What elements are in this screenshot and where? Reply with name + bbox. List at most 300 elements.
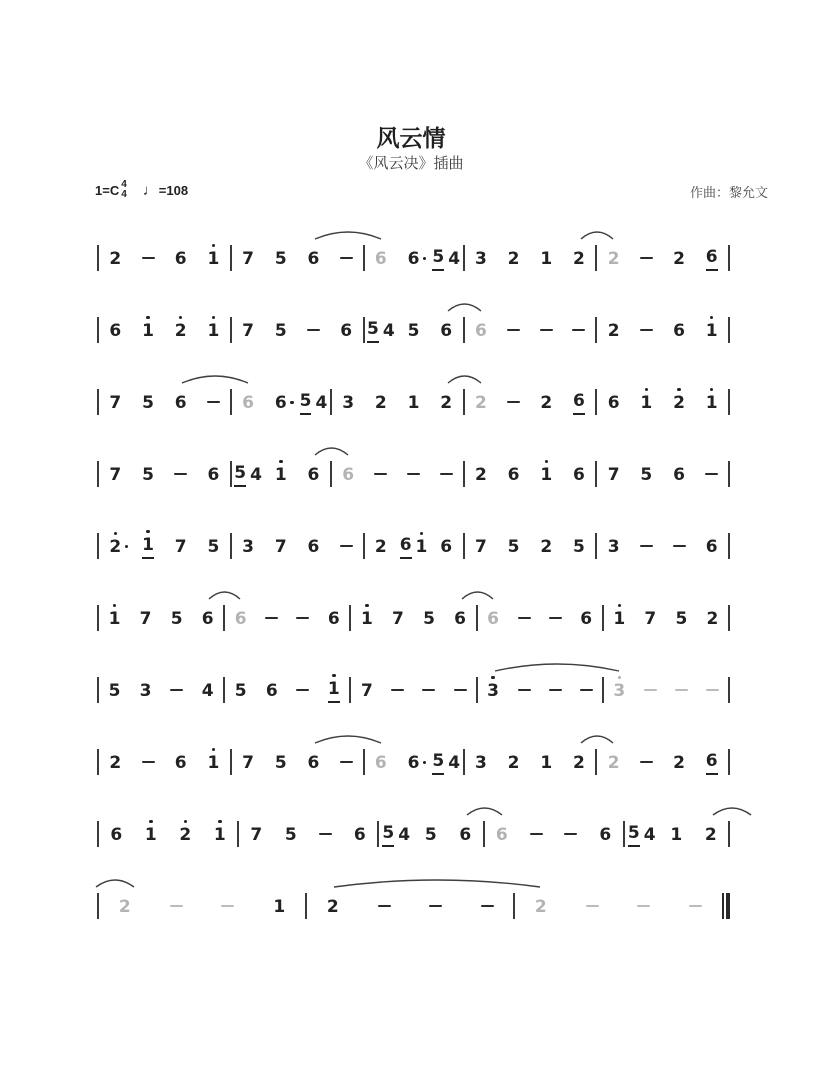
note-pair [232,458,265,491]
dash [640,329,653,331]
note-cell [318,604,349,633]
note: 2 [374,392,387,413]
duration-dot [423,257,427,261]
note: 6 [580,608,593,629]
note-cell [330,316,363,345]
dash-cell [445,689,476,691]
note: 1 [207,748,219,777]
note: 1 [145,820,157,849]
note-cell [232,532,265,561]
note-pair [625,818,660,851]
dash-cell [397,473,430,475]
note: 5 [274,248,287,269]
note: 3 [242,536,255,557]
dash-cell [430,473,463,475]
note-cell [697,604,728,633]
note: 6 [342,464,355,485]
note: 1 [361,604,373,633]
note-cell [630,388,663,417]
note-cell [694,820,729,849]
dash [689,905,702,907]
dash [454,689,467,691]
note: 6 [374,248,387,269]
note-cell [604,604,635,633]
tie-arc [333,873,541,889]
dash-cell [382,689,413,691]
note-cell [465,316,498,345]
dash [407,473,420,475]
note-cell [465,388,498,417]
dash [530,833,543,835]
note-cell [197,244,230,273]
dash [572,329,585,331]
dash-cell [308,833,343,835]
note: 2 [607,248,620,269]
note-cell [192,604,223,633]
note: 6 [440,536,453,557]
note-cell [264,316,297,345]
score-line [97,382,730,422]
note: 6 [275,388,287,417]
note-cell [232,388,265,417]
tie-arc [461,585,494,601]
note-cell [563,748,596,777]
tie-arc [314,729,382,745]
note-cell [430,316,463,345]
dash [391,689,404,691]
note-cell [663,748,696,777]
tie-arc [181,369,249,385]
note-cell [397,316,430,345]
dash [340,761,353,763]
dash-cell [197,401,230,403]
dash-cell [663,545,696,547]
note-cell [130,604,161,633]
dash-cell [567,905,619,907]
note: 2 [540,392,553,413]
note: 1 [109,604,121,633]
dash-cell [554,833,589,835]
note: 6 [110,824,123,845]
note: 2 [440,392,453,413]
note: 7 [242,320,255,341]
note-cell [695,532,728,561]
note: 3 [487,676,499,705]
dash [507,401,520,403]
note-cell [164,316,197,345]
note-cell [478,676,509,705]
dash [549,689,562,691]
note-cell [445,604,476,633]
note-cell [413,604,444,633]
note: 1 [142,316,154,345]
note-cell [264,532,297,561]
note-cell [297,244,330,273]
note-cell [397,388,430,417]
note: 6 [307,464,320,485]
note: 4 [448,248,461,269]
note: 5 [432,746,444,779]
note: 6 [174,392,187,413]
note-cell [99,748,132,777]
dash-cell [330,761,363,763]
note: 6 [400,530,412,563]
note: 2 [179,820,191,849]
dash [207,401,220,403]
note: 6 [353,824,366,845]
note: 6 [174,752,187,773]
note-cell [695,316,728,345]
note: 6 [573,386,585,419]
note-pair [397,530,430,563]
note: 3 [139,680,152,701]
dash [265,617,278,619]
note-cell [597,460,630,489]
note-cell [256,676,287,705]
dash-cell [359,905,411,907]
duration-dot [125,545,129,549]
note: 2 [507,248,520,269]
tempo-marking [143,182,188,199]
dash-cell [161,689,192,691]
note-cell [530,532,563,561]
note-cell [563,386,596,419]
note: 6 [705,536,718,557]
dash-cell [202,905,254,907]
note: 7 [474,536,487,557]
dash [174,473,187,475]
dash [296,617,309,619]
score-line [97,526,730,566]
note-cell [485,820,520,849]
note-cell [597,244,630,273]
note: 1 [275,460,287,489]
note: 3 [607,536,620,557]
note: 4 [201,680,214,701]
dash-cell [297,329,330,331]
dash-cell [497,401,530,403]
note: 5 [507,536,520,557]
note: 4 [398,824,411,845]
note-pair [365,314,398,347]
dash [422,689,435,691]
dash [170,689,183,691]
note: 5 [640,464,653,485]
note: 2 [673,248,685,269]
note-cell [161,604,192,633]
dash-cell [287,689,318,691]
note: 6 [174,248,187,269]
note: 5 [108,680,121,701]
note: 2 [704,824,717,845]
note: 1 [640,388,652,417]
note-cell [254,892,306,921]
note: 2 [118,896,131,917]
song-subtitle: 《风云决》插曲 [358,155,464,172]
note-cell [563,244,596,273]
note-cell [397,748,430,777]
dash [586,905,599,907]
note: 5 [367,314,379,347]
note-cell [365,748,398,777]
score-line [97,454,730,494]
note-cell [168,820,203,849]
dash [307,329,320,331]
dash-cell [563,329,596,331]
note-cell [465,532,498,561]
note-cell [465,460,498,489]
note: 6 [706,242,718,275]
note: 6 [495,824,508,845]
key-label: 1=C [95,182,120,198]
key-signature [95,180,188,200]
note: 4 [382,320,395,341]
note-cell [630,460,663,489]
note-cell [99,244,132,273]
score-line [97,598,730,638]
note-cell [604,676,635,705]
barline [728,821,730,847]
note: 5 [300,386,312,419]
note: 3 [474,248,487,269]
dash [518,617,531,619]
dash-cell [132,257,165,259]
note-cell [99,316,132,345]
note: 3 [613,676,625,705]
note: 5 [274,752,287,773]
note: 1 [207,316,219,345]
final-barline [721,893,730,919]
note: 2 [573,248,585,269]
note: 6 [340,320,353,341]
note-cell [318,674,349,707]
note: 1 [207,244,219,273]
dash-cell [330,545,363,547]
dash-cell [365,473,398,475]
note-cell [497,532,530,561]
note-cell [448,820,483,849]
note: 6 [374,752,387,773]
dash-cell [697,689,728,691]
note: 1 [613,604,625,633]
time-signature [121,180,127,200]
note: 2 [474,392,487,413]
note-cell [695,746,728,779]
dash [507,329,520,331]
note: 5 [423,608,435,629]
dash [637,905,650,907]
note-cell [297,460,330,489]
score-line [97,670,730,710]
note-cell [132,530,165,563]
dash-cell [666,689,697,691]
note: 6 [207,464,220,485]
note: 5 [142,464,154,485]
note-cell [264,748,297,777]
dash-cell [540,617,571,619]
tie-arc [466,801,503,817]
dash [481,905,494,907]
dash-cell [497,329,530,331]
note-cell [530,388,563,417]
barline [728,533,730,559]
note: 7 [174,536,187,557]
dash [142,761,155,763]
note-cell [666,604,697,633]
note: 6 [201,608,214,629]
note-pair [297,386,330,419]
note-cell [232,748,265,777]
dash-cell [695,473,728,475]
note-cell [430,388,463,417]
note: 5 [424,824,437,845]
note-cell [332,460,365,489]
dash-cell [630,257,663,259]
song-title: 风云情 [376,125,446,151]
note-cell [343,820,378,849]
note-cell [663,460,696,489]
note-cell [530,460,563,489]
note: 5 [142,392,154,413]
note: 7 [139,608,152,629]
barline [728,389,730,415]
dash-cell [151,905,203,907]
note-cell [659,820,694,849]
note: 2 [540,536,553,557]
note: 1 [670,824,683,845]
note-cell [382,604,413,633]
note-cell [695,242,728,275]
dash [518,689,531,691]
note-cell [99,604,130,633]
dash [673,545,686,547]
note-cell [530,244,563,273]
note-cell [132,460,165,489]
note-cell [430,532,463,561]
note-cell [239,820,274,849]
note-cell [132,316,165,345]
note: 5 [675,608,688,629]
note-cell [264,460,297,489]
tie-arc [580,225,614,241]
note: 5 [573,536,585,557]
note-cell [130,676,161,705]
note-cell [497,244,530,273]
note: 5 [382,818,394,851]
note: 6 [474,320,487,341]
note: 6 [307,536,320,557]
note-cell [597,532,630,561]
dash-cell [509,689,540,691]
note: 2 [607,320,620,341]
dash-cell [519,833,554,835]
note-cell [563,532,596,561]
note: 5 [274,320,287,341]
note: 2 [607,752,620,773]
note: 5 [207,536,220,557]
note-cell [635,604,666,633]
note-cell [365,388,398,417]
dash [644,689,657,691]
dash [675,689,688,691]
note-cell [663,316,696,345]
dash [640,761,653,763]
dash [640,545,653,547]
note-cell [497,460,530,489]
note: 2 [109,532,121,561]
note-cell [164,748,197,777]
composer-credit: 作曲：黎允文 [689,185,768,200]
dash [221,905,234,907]
tie-arc [712,801,752,817]
tie-arc [95,873,135,889]
note-cell [297,532,330,561]
note: 2 [326,896,339,917]
dash [640,257,653,259]
dash [340,545,353,547]
dash [580,689,593,691]
dash-cell [287,617,318,619]
note: 2 [474,464,487,485]
note: 1 [416,532,428,561]
note: 2 [109,752,122,773]
note-cell [232,244,265,273]
note-cell [134,820,169,849]
note-cell [197,460,230,489]
note: 7 [242,752,255,773]
note: 4 [315,392,328,413]
tie-arc [580,729,614,745]
note: 5 [432,242,444,275]
note: 5 [234,680,247,701]
note-cell [164,532,197,561]
note: 2 [109,248,122,269]
note-cell [297,748,330,777]
note: 7 [250,824,263,845]
note: 3 [474,752,487,773]
score-line [97,742,730,782]
note: 1 [706,388,718,417]
time-signature-bottom: 4 [121,189,127,200]
dash [170,905,183,907]
barline [728,317,730,343]
note: 7 [242,248,255,269]
note: 6 [599,824,612,845]
score [97,238,730,926]
note: 6 [265,680,278,701]
note: 2 [573,752,585,773]
note: 1 [706,316,718,345]
note: 1 [328,674,340,707]
dash [706,689,719,691]
tie-arc [447,369,482,385]
note: 6 [607,392,620,413]
note-cell [597,316,630,345]
time-signature-top: 4 [121,179,127,190]
score-line [97,814,730,854]
dash [564,833,577,835]
note: 7 [644,608,657,629]
tie-arc [314,441,349,457]
note: 7 [109,392,122,413]
dash-cell [635,689,666,691]
note: 6 [507,464,520,485]
note-cell [99,460,132,489]
note: 4 [448,752,461,773]
note: 5 [284,824,297,845]
barline [728,605,730,631]
note: 3 [342,392,355,413]
